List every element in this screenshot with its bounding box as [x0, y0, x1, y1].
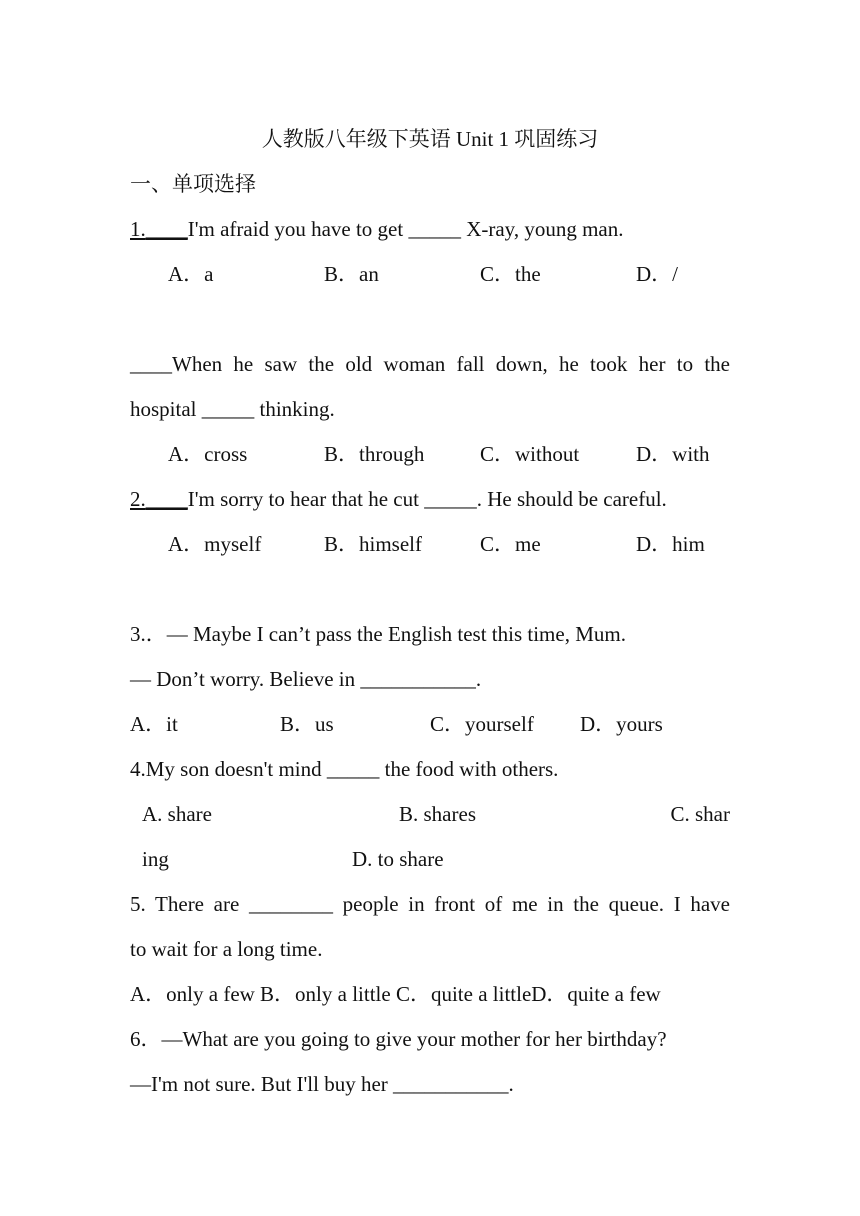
option-b: B．us: [280, 712, 334, 736]
question-2-options: [168, 529, 728, 559]
question-4-line-1: 4.My son doesn't mind _____ the food with others.: [130, 757, 559, 781]
option-d: D．yours: [580, 712, 663, 736]
option-c: C. shar: [670, 802, 730, 826]
question-3-line-2: — Don’t worry. Believe in ___________.: [130, 667, 482, 691]
option-c: C．without: [480, 442, 580, 466]
option-b: B．himself: [324, 532, 422, 556]
question-number: 1.____: [130, 217, 188, 241]
page-title: 人教版八年级下英语 Unit 1 巩固练习: [261, 127, 599, 151]
question-number: 2.____: [130, 487, 188, 511]
question-6-line-2: —I'm not sure. But I'll buy her ___________.: [130, 1072, 514, 1096]
option-a: A．a: [168, 262, 214, 286]
option-b: B．through: [324, 442, 425, 466]
section-heading: 一、单项选择: [130, 172, 256, 196]
option-b: B. shares: [399, 802, 476, 826]
question-text: I'm sorry to hear that he cut _____. He should be careful.: [187, 487, 667, 511]
option-a: A．it: [130, 712, 178, 736]
question-1-options: [168, 259, 728, 289]
question-5-line-1: 5. There are ________ people in front of me in the queue. I have: [130, 892, 730, 916]
question-4-options-cont: [130, 844, 730, 874]
question-6-line-1: 6．—What are you going to give your mother for her birthday?: [130, 1027, 667, 1051]
question-text: I'm afraid you have to get _____ X-ray, young man.: [187, 217, 624, 241]
option-a: A．cross: [168, 442, 248, 466]
option-b: B．an: [324, 262, 379, 286]
question-3-line-1: 3.．— Maybe I can’t pass the English test this time, Mum.: [130, 622, 626, 646]
option-a: A．myself: [168, 532, 262, 556]
question-4-options: [130, 799, 730, 829]
question-5-line-2: to wait for a long time.: [130, 937, 323, 961]
option-a: A. share: [142, 802, 212, 826]
option-d: D. to share: [352, 847, 444, 871]
question-2: [130, 484, 730, 514]
question-1: [130, 214, 730, 244]
question-1b-line-2: hospital _____ thinking.: [130, 397, 335, 421]
option-d: D．him: [636, 532, 705, 556]
option-c: C．the: [480, 262, 541, 286]
question-1b-line-1: ____When he saw the old woman fall down, he took her to the: [130, 352, 730, 376]
question-1b-options: [168, 439, 728, 469]
option-c: C．me: [480, 532, 541, 556]
option-c: C．yourself: [430, 712, 534, 736]
question-3-options: [130, 709, 730, 739]
option-d: D．with: [636, 442, 710, 466]
option-d: D．/: [636, 262, 678, 286]
option-c-continued: ing: [142, 847, 169, 871]
question-5-options: A．only a few B．only a little C．quite a littleD．quite a few: [130, 982, 661, 1006]
